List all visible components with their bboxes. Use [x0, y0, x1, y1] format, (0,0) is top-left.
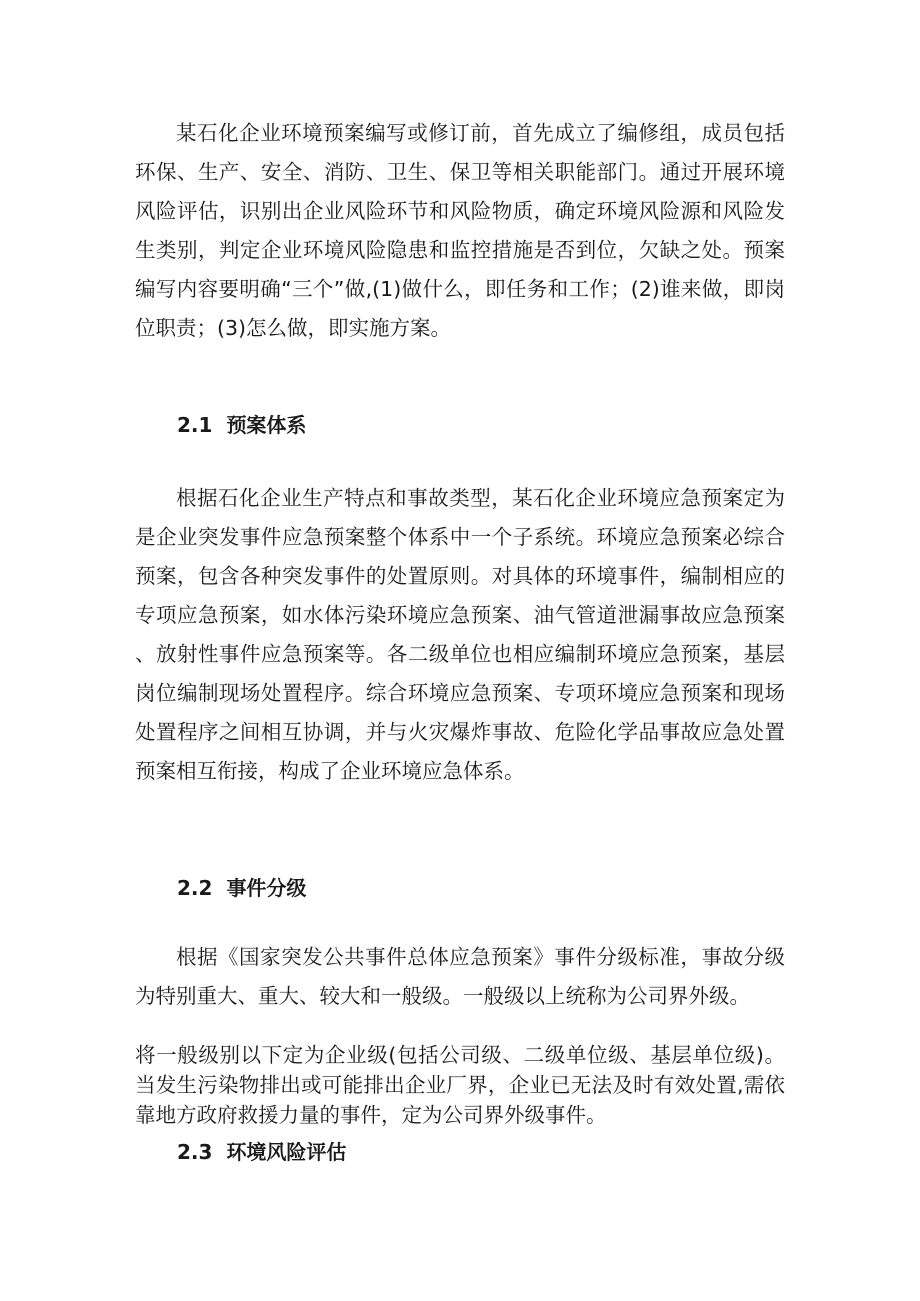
section-heading-2-3 — [177, 1137, 346, 1167]
section-number: 2.1 — [177, 413, 213, 437]
section-2-2-paragraph-2: 将一般级别以下定为企业级(包括公司级、二级单位级、基层单位级)。当发生污染物排出或可能排出企业厂界，企业已无法及时有效处置,需依靠地方政府救援力量的事件，定为公司界外级事件。 — [135, 1043, 785, 1127]
section-title: 事件分级 — [226, 876, 307, 900]
section-title: 环境风险评估 — [226, 1140, 347, 1164]
section-2-1-paragraph: 根据石化企业生产特点和事故类型，某石化企业环境应急预案定为是企业突发事件应急预案整个体系中一个子系统。环境应急预案必综合预案，包含各种突发事件的处置原则。对具体的环境事件，编制相应的专项应急预案，如水体污染环境应急预案、油气管道泄漏事故应急预案、放射性事件应急预案等。各二级单位也相应编制环境应急预案，基层岗位编制现场处置程序。综合环境应急预案、专项环境应急预案和现场处置程序之间相互协调，并与火灾爆炸事故、危险化学品事故应急处置预案相互衔接，构成了企业环境应急体系。 — [135, 486, 785, 783]
section-number: 2.2 — [177, 876, 213, 900]
section-title: 预案体系 — [226, 413, 307, 437]
section-heading-2-1 — [177, 410, 306, 440]
section-2-2-paragraph-1: 根据《国家突发公共事件总体应急预案》事件分级标准，事故分级为特别重大、重大、较大和一般级。一般级以上统称为公司界外级。 — [135, 945, 785, 1008]
section-number: 2.3 — [177, 1140, 213, 1164]
intro-paragraph: 某石化企业环境预案编写或修订前，首先成立了编修组，成员包括环保、生产、安全、消防、卫生、保卫等相关职能部门。通过开展环境风险评估，识别出企业风险环节和风险物质，确定环境风险源和风险发生类别，判定企业环境风险隐患和监控措施是否到位，欠缺之处。预案编写内容要明确“三个”做,(1)做什么，即任务和工作；(2)谁来做，即岗位职责；(3)怎么做，即实施方案。 — [135, 121, 785, 340]
section-heading-2-2 — [177, 873, 306, 903]
